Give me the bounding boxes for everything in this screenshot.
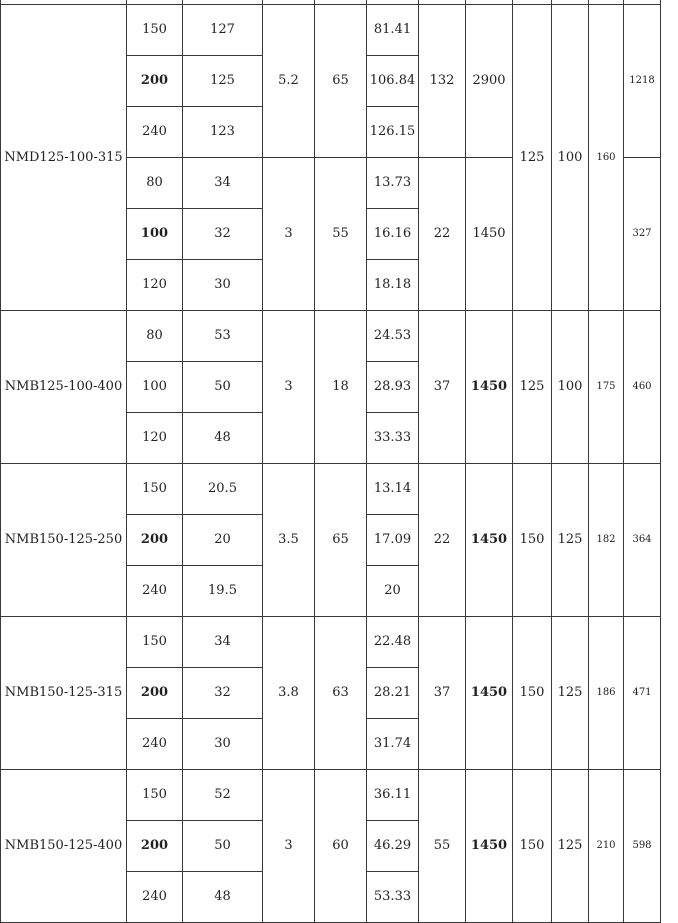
speed-cell: 1450 xyxy=(466,770,513,923)
shaft-power-cell: 13.73 xyxy=(367,158,419,209)
speed-cell: 1450 xyxy=(466,311,513,464)
weight-cell: 364 xyxy=(624,464,661,617)
shaft-power-cell: 126.15 xyxy=(367,107,419,158)
head-cell: 125 xyxy=(183,56,263,107)
impeller-cell: 182 xyxy=(589,464,624,617)
flow-cell: 240 xyxy=(127,719,183,770)
flow-cell: 200 xyxy=(127,668,183,719)
flow-cell: 80 xyxy=(127,311,183,362)
head-cell: 30 xyxy=(183,260,263,311)
motor-power-cell: 22 xyxy=(419,464,466,617)
weight-cell: 460 xyxy=(624,311,661,464)
table-row xyxy=(1,464,661,515)
shaft-power-cell: 24.53 xyxy=(367,311,419,362)
head-cell: 34 xyxy=(183,617,263,668)
weight-cell: 1218 xyxy=(624,5,661,158)
shaft-power-cell: 28.93 xyxy=(367,362,419,413)
shaft-power-cell: 46.29 xyxy=(367,821,419,872)
flow-cell: 200 xyxy=(127,821,183,872)
head-cell: 48 xyxy=(183,872,263,923)
model-cell: NMD125-100-315 xyxy=(1,5,127,311)
flow-cell: 120 xyxy=(127,260,183,311)
model-cell: NMB150-125-400 xyxy=(1,770,127,923)
efficiency-cell: 65 xyxy=(315,464,367,617)
inlet-cell: 125 xyxy=(513,5,552,311)
npsh-cell: 3 xyxy=(263,770,315,923)
flow-cell: 240 xyxy=(127,566,183,617)
motor-power-cell: 37 xyxy=(419,311,466,464)
impeller-cell: 186 xyxy=(589,617,624,770)
model-cell: NMB150-125-250 xyxy=(1,464,127,617)
motor-power-cell: 37 xyxy=(419,617,466,770)
impeller-cell: 160 xyxy=(589,5,624,311)
shaft-power-cell: 18.18 xyxy=(367,260,419,311)
flow-cell: 80 xyxy=(127,158,183,209)
shaft-power-cell: 22.48 xyxy=(367,617,419,668)
shaft-power-cell: 81.41 xyxy=(367,5,419,56)
head-cell: 48 xyxy=(183,413,263,464)
shaft-power-cell: 106.84 xyxy=(367,56,419,107)
head-cell: 50 xyxy=(183,821,263,872)
shaft-power-cell: 16.16 xyxy=(367,209,419,260)
flow-cell: 150 xyxy=(127,5,183,56)
flow-cell: 150 xyxy=(127,617,183,668)
table-row xyxy=(1,617,661,668)
table-row xyxy=(1,311,661,362)
shaft-power-cell: 13.14 xyxy=(367,464,419,515)
outlet-cell: 100 xyxy=(552,5,589,311)
head-cell: 53 xyxy=(183,311,263,362)
flow-cell: 100 xyxy=(127,209,183,260)
flow-cell: 200 xyxy=(127,56,183,107)
npsh-cell: 3 xyxy=(263,311,315,464)
outlet-cell: 125 xyxy=(552,770,589,923)
flow-cell: 240 xyxy=(127,107,183,158)
impeller-cell: 210 xyxy=(589,770,624,923)
weight-cell: 598 xyxy=(624,770,661,923)
shaft-power-cell: 36.11 xyxy=(367,770,419,821)
table-row xyxy=(1,5,661,56)
head-cell: 123 xyxy=(183,107,263,158)
shaft-power-cell: 28.21 xyxy=(367,668,419,719)
motor-power-cell: 22 xyxy=(419,158,466,311)
head-cell: 19.5 xyxy=(183,566,263,617)
efficiency-cell: 18 xyxy=(315,311,367,464)
efficiency-cell: 65 xyxy=(315,5,367,158)
outlet-cell: 100 xyxy=(552,311,589,464)
head-cell: 52 xyxy=(183,770,263,821)
head-cell: 20 xyxy=(183,515,263,566)
speed-cell: 1450 xyxy=(466,158,513,311)
table-row xyxy=(1,770,661,821)
inlet-cell: 150 xyxy=(513,464,552,617)
flow-cell: 150 xyxy=(127,464,183,515)
efficiency-cell: 60 xyxy=(315,770,367,923)
weight-cell: 327 xyxy=(624,158,661,311)
speed-cell: 2900 xyxy=(466,5,513,158)
npsh-cell: 5.2 xyxy=(263,5,315,158)
head-cell: 20.5 xyxy=(183,464,263,515)
flow-cell: 100 xyxy=(127,362,183,413)
npsh-cell: 3.5 xyxy=(263,464,315,617)
head-cell: 32 xyxy=(183,668,263,719)
inlet-cell: 150 xyxy=(513,770,552,923)
impeller-cell: 175 xyxy=(589,311,624,464)
head-cell: 34 xyxy=(183,158,263,209)
efficiency-cell: 63 xyxy=(315,617,367,770)
npsh-cell: 3.8 xyxy=(263,617,315,770)
speed-cell: 1450 xyxy=(466,617,513,770)
inlet-cell: 150 xyxy=(513,617,552,770)
speed-cell: 1450 xyxy=(466,464,513,617)
weight-cell: 471 xyxy=(624,617,661,770)
motor-power-cell: 55 xyxy=(419,770,466,923)
shaft-power-cell: 33.33 xyxy=(367,413,419,464)
head-cell: 32 xyxy=(183,209,263,260)
motor-power-cell: 132 xyxy=(419,5,466,158)
head-cell: 127 xyxy=(183,5,263,56)
flow-cell: 150 xyxy=(127,770,183,821)
shaft-power-cell: 53.33 xyxy=(367,872,419,923)
flow-cell: 200 xyxy=(127,515,183,566)
shaft-power-cell: 17.09 xyxy=(367,515,419,566)
flow-cell: 120 xyxy=(127,413,183,464)
outlet-cell: 125 xyxy=(552,617,589,770)
outlet-cell: 125 xyxy=(552,464,589,617)
model-cell: NMB150-125-315 xyxy=(1,617,127,770)
npsh-cell: 3 xyxy=(263,158,315,311)
inlet-cell: 125 xyxy=(513,311,552,464)
flow-cell: 240 xyxy=(127,872,183,923)
shaft-power-cell: 31.74 xyxy=(367,719,419,770)
head-cell: 50 xyxy=(183,362,263,413)
efficiency-cell: 55 xyxy=(315,158,367,311)
model-cell: NMB125-100-400 xyxy=(1,311,127,464)
shaft-power-cell: 20 xyxy=(367,566,419,617)
head-cell: 30 xyxy=(183,719,263,770)
